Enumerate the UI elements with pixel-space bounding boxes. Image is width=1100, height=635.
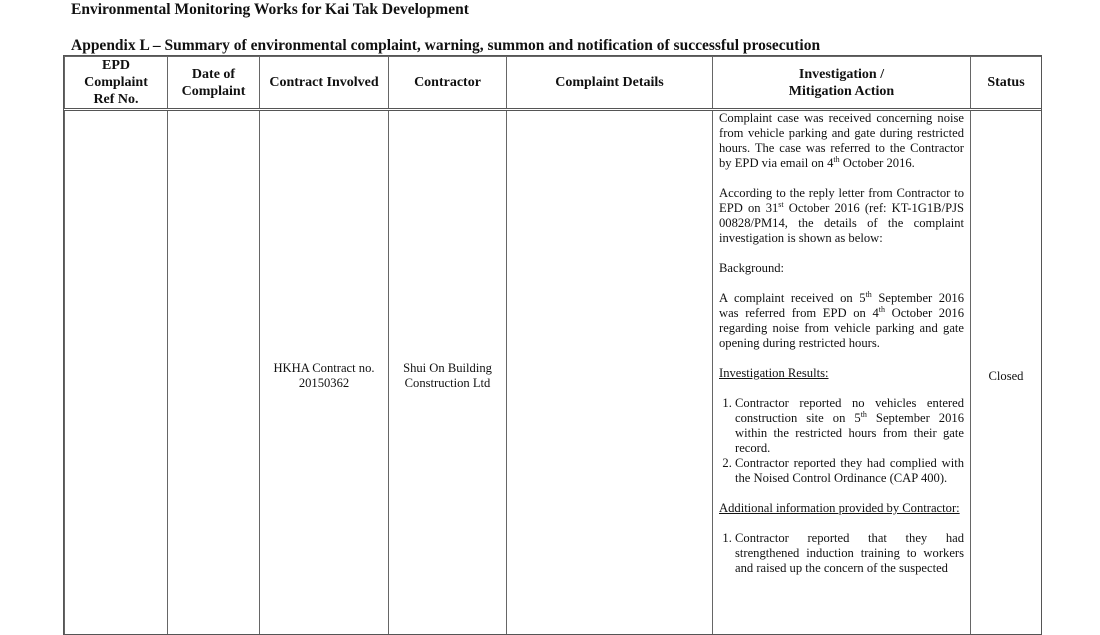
additional-information-list <box>719 531 964 576</box>
list-item: 1. Contractor reported that they had strengthened induction training to workers and raised up the concern of the suspected <box>735 531 964 576</box>
cell-contractor: Shui On Building Construction Ltd <box>389 110 507 635</box>
investigation-paragraph-referral: Complaint case was received concerning noise from vehicle parking and gate during restricted hours. The case was referred to the Contractor by EPD via email on 4th October 2016. <box>719 111 964 171</box>
background-label: Background: <box>719 261 964 276</box>
investigation-paragraph-background: A complaint received on 5th September 2016 was referred from EPD on 4th October 2016 regarding noise from vehicle parking and gate opening during restricted hours. <box>719 291 964 351</box>
cell-contract: HKHA Contract no. 20150362 <box>260 110 389 635</box>
table-header-row <box>65 57 1042 110</box>
investigation-paragraph-reply-letter: According to the reply letter from Contractor to EPD on 31st October 2016 (ref: KT-1G1B/PJS 00828/PM14, the details of the complaint investigation is shown as below: <box>719 186 964 246</box>
header-investigation-mitigation-action: Investigation / Mitigation Action <box>713 57 971 110</box>
appendix-title: Appendix L – Summary of environmental complaint, warning, summon and notification of successful prosecution <box>71 37 820 55</box>
list-item: 2. Contractor reported they had complied with the Noised Control Ordinance (CAP 400). <box>735 456 964 486</box>
header-date-of-complaint: Date of Complaint <box>168 57 260 110</box>
cell-ref-no <box>65 110 168 635</box>
complaint-summary-table <box>63 55 1042 635</box>
header-epd-complaint-ref-no: EPD Complaint Ref No. <box>65 57 168 110</box>
investigation-results-label: Investigation Results: <box>719 366 964 381</box>
header-complaint-details: Complaint Details <box>507 57 713 110</box>
cell-investigation-action <box>713 110 971 635</box>
list-item: 1. Contractor reported no vehicles entered construction site on 5th September 2016 within the restricted hours from their gate record. <box>735 396 964 456</box>
investigation-results-list <box>719 396 964 486</box>
header-status: Status <box>971 57 1042 110</box>
table-row <box>65 110 1042 635</box>
cell-status: Closed <box>971 110 1042 635</box>
cell-date <box>168 110 260 635</box>
additional-information-label: Additional information provided by Contractor: <box>719 501 964 516</box>
header-contract-involved: Contract Involved <box>260 57 389 110</box>
document-title: Environmental Monitoring Works for Kai Tak Development <box>71 1 469 19</box>
header-contractor: Contractor <box>389 57 507 110</box>
cell-complaint-details <box>507 110 713 635</box>
